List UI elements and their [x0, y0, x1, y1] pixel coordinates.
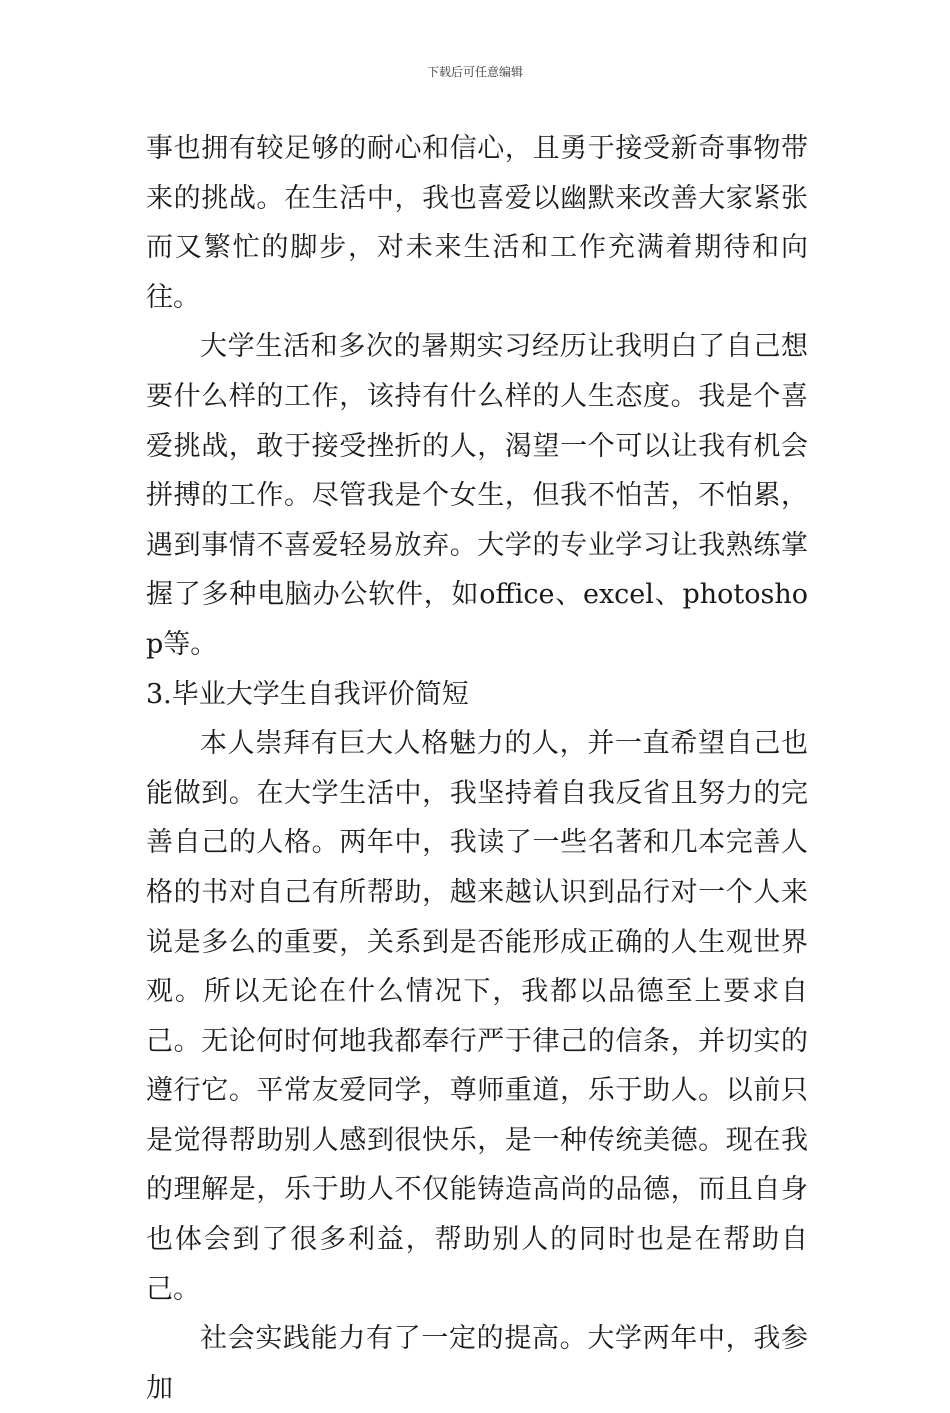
paragraph-social-practice: 社会实践能力有了一定的提高。大学两年中，我参加	[146, 1323, 808, 1404]
section-heading-3: 3.毕业大学生自我评价简短	[146, 678, 469, 710]
page-header-note: 下载后可任意编辑	[426, 65, 523, 79]
paragraph-continued: 事也拥有较足够的耐心和信心，且勇于接受新奇事物带来的挑战。在生活中，我也喜爱以幽默来改善大家紧张而又繁忙的脚步，对未来生活和工作充满着期待和向往。	[146, 133, 808, 313]
paragraph-internship: 大学生活和多次的暑期实习经历让我明白了自己想要什么样的工作，该持有什么样的人生态度。我是个喜爱挑战，敢于接受挫折的人，渴望一个可以让我有机会拼搏的工作。尽管我是个女生，但我不怕苦，不怕累，遇到事情不喜爱轻易放弃。大学的专业学习让我熟练掌握了多种电脑办公软件，如office、excel、photoshop等。	[146, 331, 808, 660]
paragraph-character: 本人崇拜有巨大人格魅力的人，并一直希望自己也能做到。在大学生活中，我坚持着自我反省且努力的完善自己的人格。两年中，我读了一些名著和几本完善人格的书对自己有所帮助，越来越认识到品行对一个人来说是多么的重要，关系到是否能形成正确的人生观世界观。所以无论在什么情况下，我都以品德至上要求自己。无论何时何地我都奉行严于律己的信条，并切实的遵行它。平常友爱同学，尊师重道，乐于助人。以前只是觉得帮助别人感到很快乐，是一种传统美德。现在我的理解是，乐于助人不仅能铸造高尚的品德，而且自身也体会到了很多利益，帮助别人的同时也是在帮助自己。	[146, 728, 808, 1305]
document-body	[146, 124, 808, 1413]
